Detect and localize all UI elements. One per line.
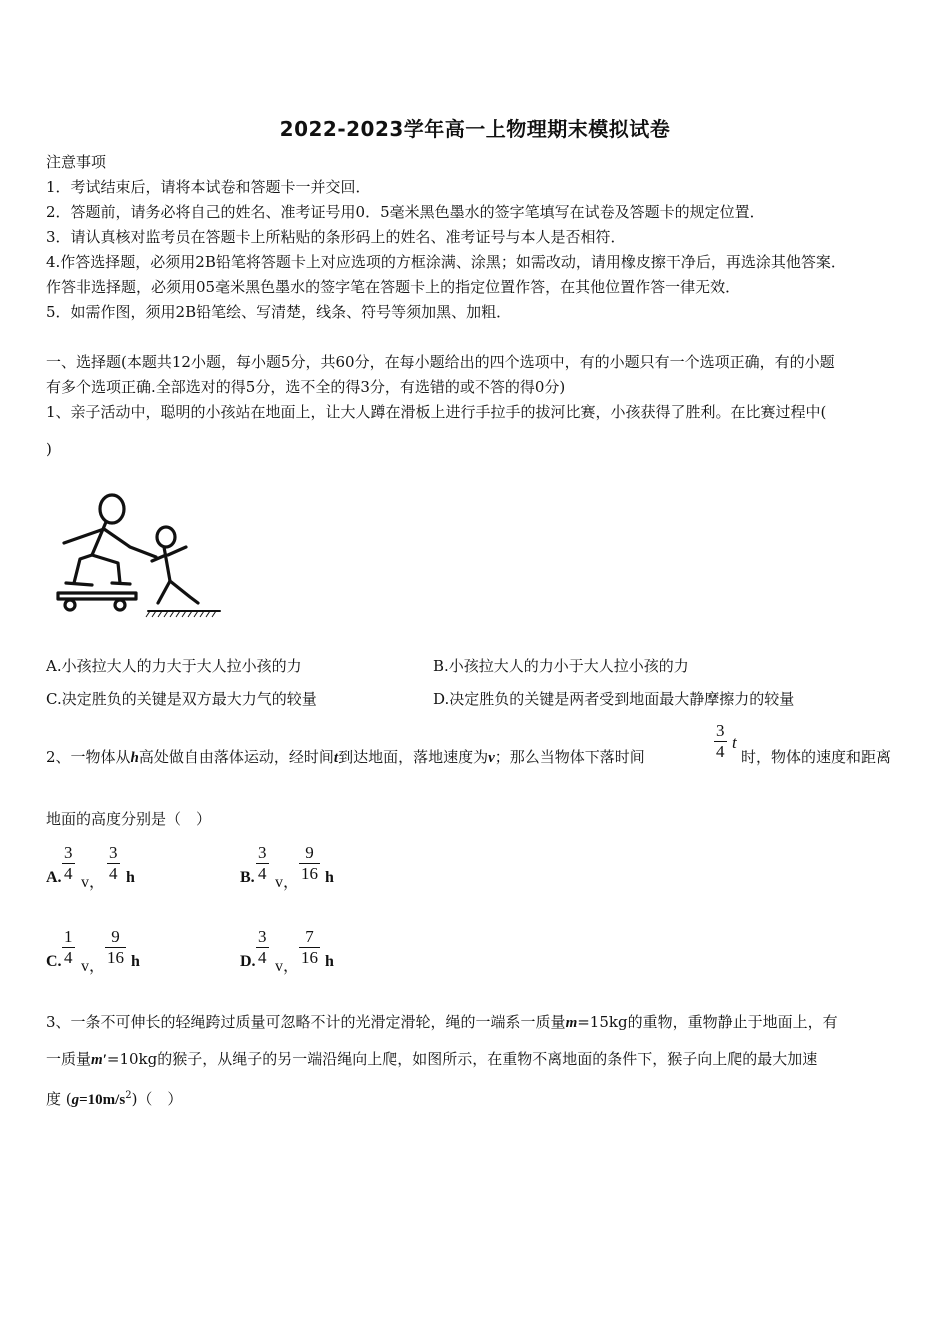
q3-text: =15kg的重物，重物静止于地面上，有 — [577, 1013, 838, 1031]
q3-var-m: m — [565, 1015, 578, 1031]
q3-text: 3、一条不可伸长的轻绳跨过质量可忽略不计的光滑定滑轮，绳的一端系一质量 — [46, 1013, 566, 1031]
q2-option-c-frac2 — [105, 927, 126, 968]
q3-text: =10m/s — [79, 1092, 126, 1108]
q2-option-a-frac2 — [107, 843, 120, 884]
page-title: 2022-2023学年高一上物理期末模拟试卷 — [279, 117, 671, 141]
q2-var-t: t — [333, 750, 339, 766]
frac-num: 3 — [258, 843, 267, 862]
q2-option-d-label: D. — [240, 953, 256, 970]
frac-den: 16 — [301, 948, 318, 967]
q2-fraction-var: t — [732, 733, 737, 752]
q3-var-m-prime: m′ — [91, 1052, 107, 1068]
q2-option-d-frac2 — [299, 927, 320, 968]
frac-num: 9 — [105, 927, 126, 948]
q2-stem-part: 高处做自由落体运动，经时间 — [138, 748, 334, 766]
frac-num: 3 — [258, 927, 267, 946]
tug-of-war-figure-icon — [48, 485, 228, 625]
q2-option-b-label: B. — [240, 869, 255, 886]
q1-stem-end: ) — [46, 440, 52, 458]
q3-text: )（ ） — [131, 1090, 183, 1108]
q2-option-c-label: C. — [46, 953, 62, 970]
q2-stem-part: 到达地面，落地速度为 — [338, 748, 489, 766]
frac-den: 4 — [64, 864, 73, 883]
frac-den: 16 — [301, 864, 318, 883]
frac-den: 4 — [258, 864, 267, 883]
section-instructions-cont: 有多个选项正确.全部选对的得5分，选不全的得3分，有选错的或不答的得0分) — [46, 378, 566, 396]
q2-fraction-num: 3 — [716, 721, 725, 740]
notice-item: 5．如需作图，须用2B铅笔绘、写清楚，线条、符号等须加黑、加粗． — [46, 303, 512, 321]
q2-stem-tail: 时，物体的速度和距离 — [741, 748, 892, 766]
notice-heading: 注意事项 — [46, 153, 107, 171]
q1-option-b[interactable]: B.小孩拉大人的力小于大人拉小孩的力 — [433, 657, 689, 675]
q3-var-g: g — [71, 1092, 80, 1108]
q2-option-a-unit1: v， — [81, 874, 106, 891]
q2-option-a-label: A. — [46, 869, 62, 886]
section-instructions: 一、选择题(本题共12小题，每小题5分，共60分，在每小题给出的四个选项中，有的小题只有一个选项正确，有的小题 — [46, 353, 835, 371]
q2-option-d-frac1 — [256, 927, 269, 968]
frac-den: 4 — [64, 948, 73, 967]
frac-num: 9 — [299, 843, 320, 864]
frac-num: 3 — [109, 843, 118, 862]
q2-option-a-frac1 — [62, 843, 75, 884]
frac-num: 3 — [64, 843, 73, 862]
q3-superscript: 2 — [125, 1090, 132, 1101]
q2-var-v: v — [488, 750, 495, 766]
q2-fraction-den: 4 — [716, 742, 725, 761]
q2-option-c-unit1: v， — [81, 958, 106, 975]
q2-option-a-unit2: h — [126, 869, 135, 886]
q2-fraction — [714, 721, 727, 762]
q2-stem-line2: 地面的高度分别是（ ） — [46, 810, 212, 828]
q2-option-d-unit1: v， — [275, 958, 300, 975]
q2-option-b-unit2: h — [325, 869, 334, 886]
q1-option-c[interactable]: C.决定胜负的关键是双方最大力气的较量 — [46, 690, 317, 708]
q1-stem: 1、亲子活动中，聪明的小孩站在地面上，让大人蹲在滑板上进行手拉手的拔河比赛，小孩获得了胜利。在比赛过程中( — [46, 403, 827, 421]
q2-option-b-frac2 — [299, 843, 320, 884]
notice-item: 2．答题前，请务必将自己的姓名、准考证号用0．5毫米黑色墨水的签字笔填写在试卷及答题卡的规定位置． — [46, 203, 765, 221]
notice-item: 4.作答选择题，必须用2B铅笔将答题卡上对应选项的方框涂满、涂黑；如需改动，请用橡皮擦干净后，再选涂其他答案． — [46, 253, 846, 271]
q2-stem-part: 2、一物体从 — [46, 748, 131, 766]
q2-stem — [46, 747, 645, 768]
frac-den: 16 — [107, 948, 124, 967]
notice-item: 3．请认真核对监考员在答题卡上所粘贴的条形码上的姓名、准考证号与本人是否相符． — [46, 228, 626, 246]
q1-option-a[interactable]: A.小孩拉大人的力大于大人拉小孩的力 — [46, 657, 302, 675]
q1-option-d[interactable]: D.决定胜负的关键是两者受到地面最大静摩擦力的较量 — [433, 690, 795, 708]
q3-text: =10kg的猴子，从绳子的另一端沿绳向上爬，如图所示，在重物不离地面的条件下，猴子向上爬的最大加速 — [106, 1050, 818, 1068]
notice-item: 作答非选择题，必须用05毫米黑色墨水的签字笔在答题卡上的指定位置作答，在其他位置作答一律无效． — [46, 278, 741, 296]
q2-option-b-frac1 — [256, 843, 269, 884]
q3-stem-line3 — [46, 1086, 182, 1110]
q2-option-c-unit2: h — [131, 953, 140, 970]
q3-stem-line2 — [46, 1049, 817, 1070]
q2-option-d-unit2: h — [325, 953, 334, 970]
q3-stem-line1 — [46, 1012, 838, 1033]
frac-num: 7 — [299, 927, 320, 948]
frac-den: 4 — [258, 948, 267, 967]
q2-var-h: h — [130, 750, 139, 766]
q2-stem-part: ；那么当物体下落时间 — [494, 748, 645, 766]
q3-text: 一质量 — [46, 1050, 92, 1068]
q2-option-b-unit1: v， — [275, 874, 300, 891]
q2-option-c-frac1 — [62, 927, 75, 968]
frac-den: 4 — [109, 864, 118, 883]
frac-num: 1 — [64, 927, 73, 946]
notice-item: 1．考试结束后，请将本试卷和答题卡一并交回． — [46, 178, 371, 196]
q3-text: 度 ( — [46, 1090, 72, 1108]
